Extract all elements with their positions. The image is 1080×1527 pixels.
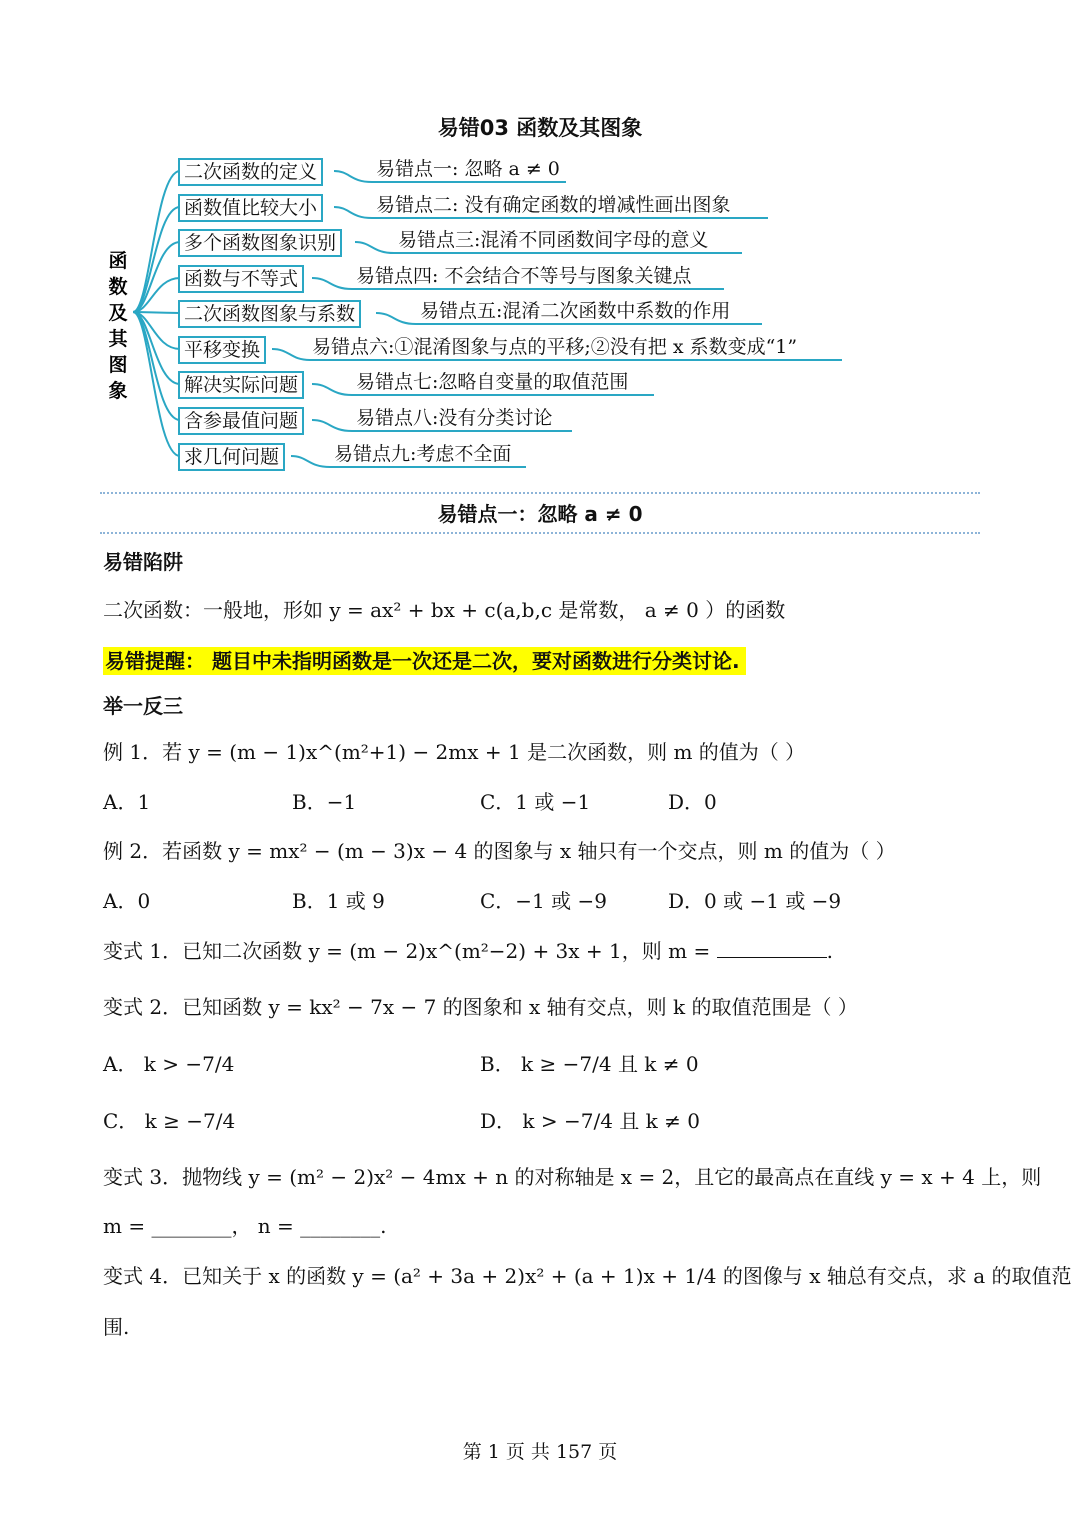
error-point-6: 易错点六:①混淆图象与点的平移;②没有把 x 系数变成“1”: [312, 336, 798, 358]
branch-box-2: 函数值比较大小: [178, 194, 323, 222]
page-title: 易错03 函数及其图象: [437, 116, 643, 140]
variant-2-option-b: B． k ≥ −7/4 且 k ≠ 0: [480, 1052, 699, 1076]
example-1-option-c: C．1 或 −1: [480, 790, 591, 814]
example-2-option-d: D．0 或 −1 或 −9: [668, 889, 842, 913]
example-2-option-a: A．0: [103, 889, 151, 913]
page-footer: 第 1 页 共 157 页: [462, 1441, 618, 1463]
branch-curve-5: [133, 312, 180, 313]
branch-box-5: 二次函数图象与系数: [178, 300, 361, 328]
branch-box-3: 多个函数图象识别: [178, 229, 342, 257]
branch-box-4: 函数与不等式: [178, 265, 304, 293]
error-point-1: 易错点一: 忽略 a ≠ 0: [376, 158, 560, 180]
branch-box-6: 平移变换: [178, 336, 266, 364]
trap-heading: 易错陷阱: [103, 550, 183, 574]
error-point-8: 易错点八:没有分类讨论: [356, 407, 553, 429]
variant-1-stem: 变式 1．已知二次函数 y = (m − 2)x^(m²−2) + 3x + 1，则 m =: [103, 939, 711, 963]
variant-2-stem: 变式 2．已知函数 y = kx² − 7x − 7 的图象和 x 轴有交点，则 k 的取值范围是（ ）: [103, 995, 858, 1019]
divider-top: [100, 492, 980, 494]
branch-box-1: 二次函数的定义: [178, 158, 323, 186]
error-point-2: 易错点二: 没有确定函数的增减性画出图象: [376, 194, 731, 216]
error-point-7: 易错点七:忽略自变量的取值范围: [356, 371, 629, 393]
example-1-stem: 例 1．若 y = (m − 1)x^(m²+1) − 2mx + 1 是二次函数，则 m 的值为（ ）: [103, 740, 806, 764]
variant-4-stem: 变式 4．已知关于 x 的函数 y = (a² + 3a + 2)x² + (a + 1)x + 1/4 的图像与 x 轴总有交点，求 a 的取值范: [103, 1264, 1072, 1288]
example-1-option-d: D．0: [668, 790, 717, 814]
variant-2-option-a: A． k > −7/4: [103, 1052, 235, 1076]
variant-1-line: 变式 1．已知二次函数 y = (m − 2)x^(m²−2) + 3x + 1，则 m = .: [103, 939, 833, 963]
reminder-highlight: 易错提醒： 题目中未指明函数是一次还是二次，要对函数进行分类讨论.: [103, 647, 746, 675]
section-title: 易错点一：忽略 a ≠ 0: [437, 502, 643, 526]
branch-box-7: 解决实际问题: [178, 371, 304, 399]
variant-2-option-c: C． k ≥ −7/4: [103, 1109, 236, 1133]
example-1-option-b: B．−1: [292, 790, 357, 814]
variant-2-option-d: D． k > −7/4 且 k ≠ 0: [480, 1109, 700, 1133]
definition-text: 二次函数：一般地，形如 y = ax² + bx + c(a,b,c 是常数， a ≠ 0 ）的函数: [103, 598, 786, 622]
error-point-9: 易错点九:考虑不全面: [334, 443, 512, 465]
reminder-line: [103, 645, 746, 674]
mindmap-root: 函数及其图象: [108, 250, 128, 402]
branch-box-9: 求几何问题: [178, 443, 285, 471]
divider-bottom: [100, 532, 980, 534]
branch-box-8: 含参最值问题: [178, 407, 304, 435]
variant-1-blank[interactable]: [717, 939, 827, 958]
variant-3-stem: 变式 3．抛物线 y = (m² − 2)x² − 4mx + n 的对称轴是 x = 2，且它的最高点在直线 y = x + 4 上，则: [103, 1165, 1042, 1189]
practice-heading: 举一反三: [103, 694, 183, 718]
error-point-5: 易错点五:混淆二次函数中系数的作用: [420, 300, 731, 322]
error-point-4: 易错点四: 不会结合不等号与图象关键点: [356, 265, 692, 287]
example-2-option-c: C．−1 或 −9: [480, 889, 607, 913]
example-2-option-b: B．1 或 9: [292, 889, 385, 913]
error-point-3: 易错点三:混淆不同函数间字母的意义: [398, 229, 709, 251]
example-2-stem: 例 2．若函数 y = mx² − (m − 3)x − 4 的图象与 x 轴只有一个交点，则 m 的值为（ ）: [103, 839, 896, 863]
example-1-option-a: A．1: [103, 790, 151, 814]
variant-3-blanks[interactable]: m = ________， n = ________.: [103, 1214, 387, 1238]
variant-4-cont: 围.: [103, 1315, 130, 1339]
